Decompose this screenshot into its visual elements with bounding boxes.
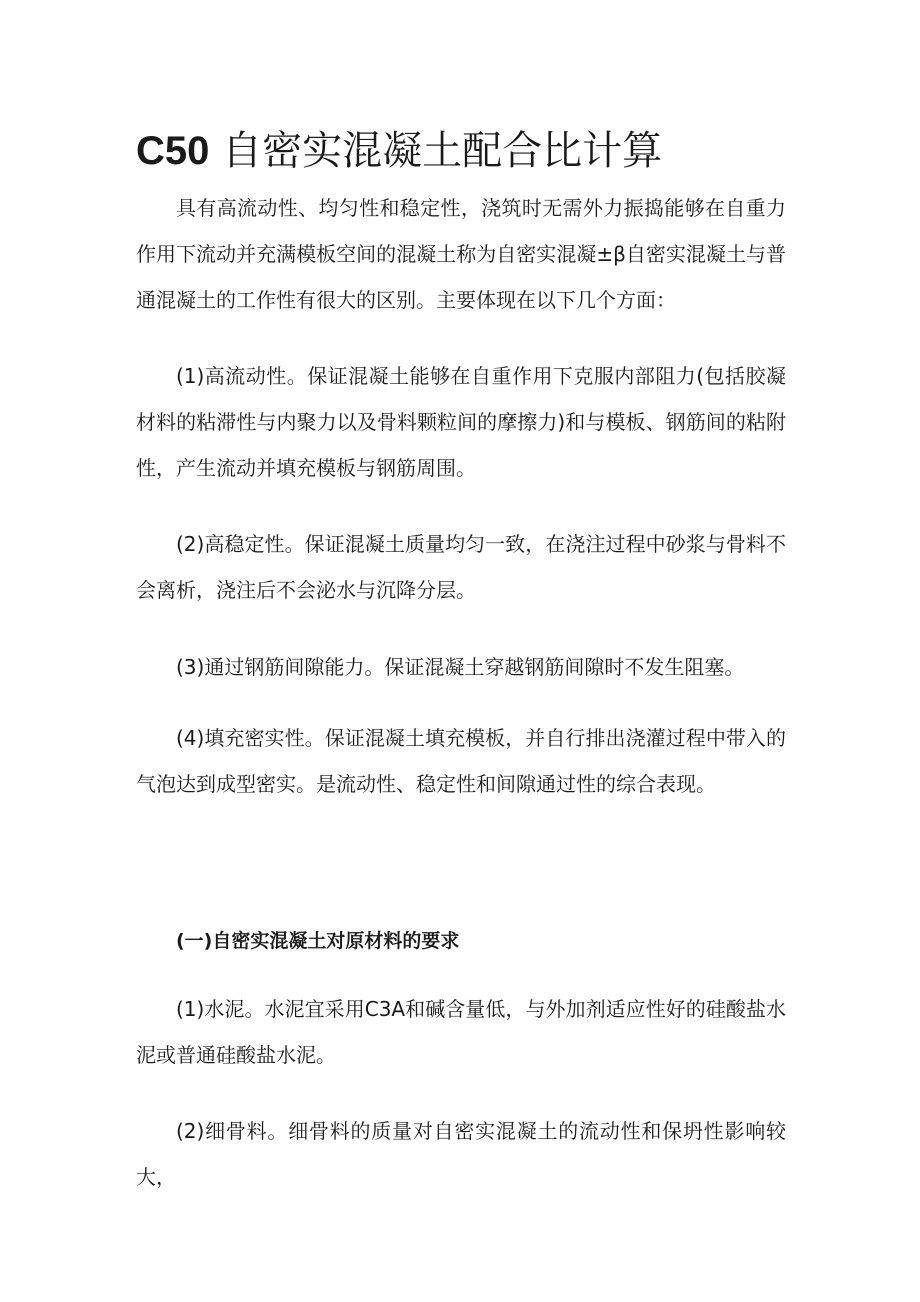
section-heading: (一)自密实混凝土对原材料的要求 xyxy=(176,930,460,952)
point-high-fluidity: (1)高流动性。保证混凝土能够在自重作用下克服内部阻力(包括胶凝材料的粘滞性与内聚力以及骨料颗粒间的摩擦力)和与模板、钢筋间的粘附性，产生流动并填充模板与钢筋周围。 xyxy=(136,364,786,480)
title-text: 自密实混凝土配合比计算 xyxy=(222,128,663,174)
point-high-stability: (2)高稳定性。保证混凝土质量均匀一致，在浇注过程中砂浆与骨料不会离析，浇注后不会泌水与沉降分层。 xyxy=(136,532,786,602)
requirement-cement: (1)水泥。水泥宜采用C3A和碱含量低，与外加剂适应性好的硅酸盐水泥或普通硅酸盐水泥。 xyxy=(136,997,786,1067)
document-title xyxy=(136,124,816,178)
requirement-fine-aggregate: (2)细骨料。细骨料的质量对自密实混凝土的流动性和保坍性影响较大， xyxy=(136,1119,786,1189)
title-grade: C50 xyxy=(136,129,210,173)
intro-paragraph: 具有高流动性、均匀性和稳定性，浇筑时无需外力振捣能够在自重力作用下流动并充满模板空间的混凝土称为自密实混凝±β自密实混凝土与普通混凝土的工作性有很大的区别。主要体现在以下几个方面： xyxy=(136,196,786,312)
point-passing-ability: (3)通过钢筋间隙能力。保证混凝土穿越钢筋间隙时不发生阻塞。 xyxy=(176,655,745,679)
point-filling-density: (4)填充密实性。保证混凝土填充模板，并自行排出浇灌过程中带入的气泡达到成型密实。是流动性、稳定性和间隙通过性的综合表现。 xyxy=(136,726,786,796)
